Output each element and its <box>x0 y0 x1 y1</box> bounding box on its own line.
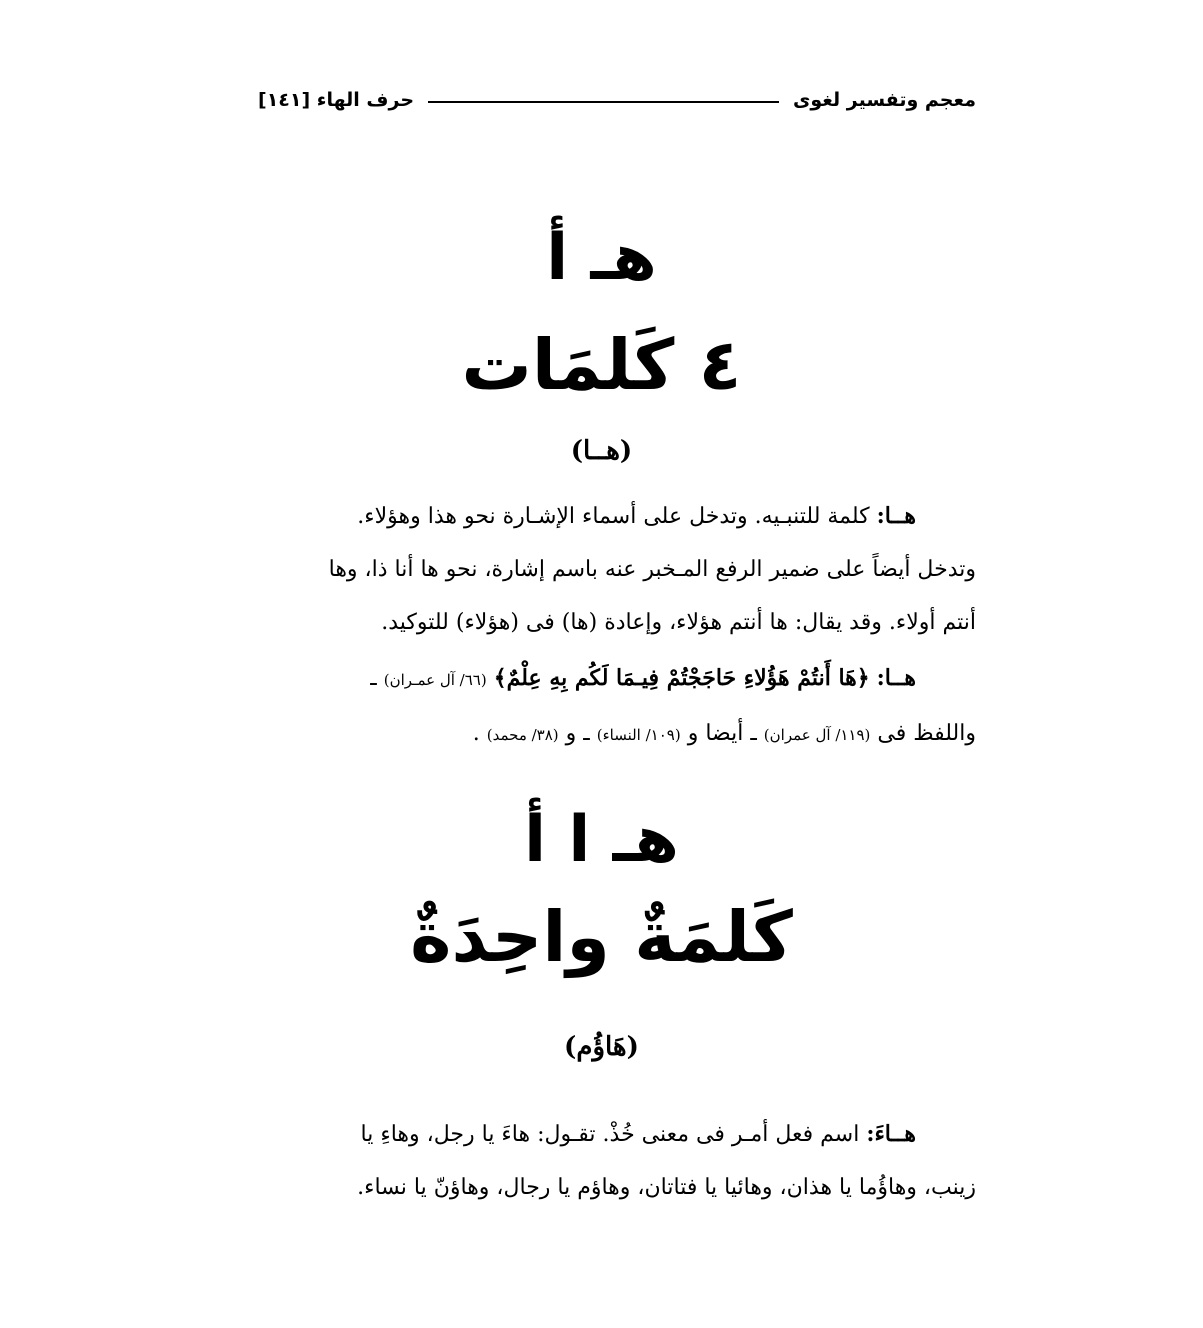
definition-lead: هــا: <box>876 503 916 529</box>
section1-definition <box>248 490 976 649</box>
definition-line-2: وتدخل أيضاً على ضمير الرفع المـخبر عنه باسم إشارة، نحو ها أنا ذا، وها <box>328 557 976 582</box>
definition2-line-2: زينب، وهاؤُما يا هذان، وهائيا يا فتاتان، وهاؤم يا رجال، وهاؤنّ يا نساء. <box>357 1175 976 1200</box>
definition2-lead: هــاءَ: <box>866 1121 916 1147</box>
quote-line-1 <box>248 652 976 707</box>
quote-line-2 <box>248 707 976 762</box>
section2-entry-word: (هَاؤُم) <box>564 1032 639 1062</box>
quote-mid-2: ـ و <box>565 721 590 746</box>
section-label: حرف الهاء [١٤١] <box>258 89 415 111</box>
quote-ref-4: (٣٨/ محمد) <box>486 726 559 744</box>
quote-ref-3: (١٠٩/ النساء) <box>596 726 681 744</box>
quote-mid: ـ أيضا و <box>687 721 757 746</box>
definition-line-1 <box>248 490 976 543</box>
definition2-line-1 <box>248 1108 976 1161</box>
quote-line2-start: واللفظ فى <box>877 721 976 746</box>
quote-lead: هــا: <box>876 665 916 691</box>
section1-entry-word: (هــا) <box>570 436 633 466</box>
quote-ref-2: (١١٩/ آل عمران) <box>763 726 871 744</box>
quote-end: . <box>472 721 480 746</box>
quote-ref-1: (٦٦/ آل عمـران) <box>383 671 487 689</box>
section2-letters: هـ ا أ <box>524 803 679 877</box>
definition-text-1: كلمة للتنبـيه. وتدخل على أسماء الإشـارة نحو هذا وهؤلاء. <box>357 504 870 529</box>
section2-count-label: كَلمَةٌ واحِدَةٌ <box>410 896 793 978</box>
section1-quote <box>248 652 976 762</box>
section1-letters: هـ أ <box>546 221 657 295</box>
quote-verse: ﴿هَا أَنتُمْ هَؤُلاءِ حَاجَجْتُمْ فِيـمَا لَكُم بِهِ عِلْمٌ﴾ <box>493 665 870 691</box>
definition2-text-1: اسم فعل أمـر فى معنى خُذْ. تقـول: هاءَ يا رجل، وهاءِ يا <box>360 1122 860 1147</box>
section2-definition <box>248 1108 976 1214</box>
section1-count-label: ٤ كَلمَات <box>461 324 742 406</box>
header-rule <box>428 101 779 103</box>
definition-line-3: أنتم أولاء. وقد يقال: ها أنتم هؤلاء، وإعادة (ها) فى (هؤلاء) للتوكيد. <box>381 610 976 635</box>
quote-dash-1: ـ <box>370 666 377 691</box>
book-title: معجم وتفسير لغوى <box>792 89 976 111</box>
running-header <box>258 86 976 114</box>
